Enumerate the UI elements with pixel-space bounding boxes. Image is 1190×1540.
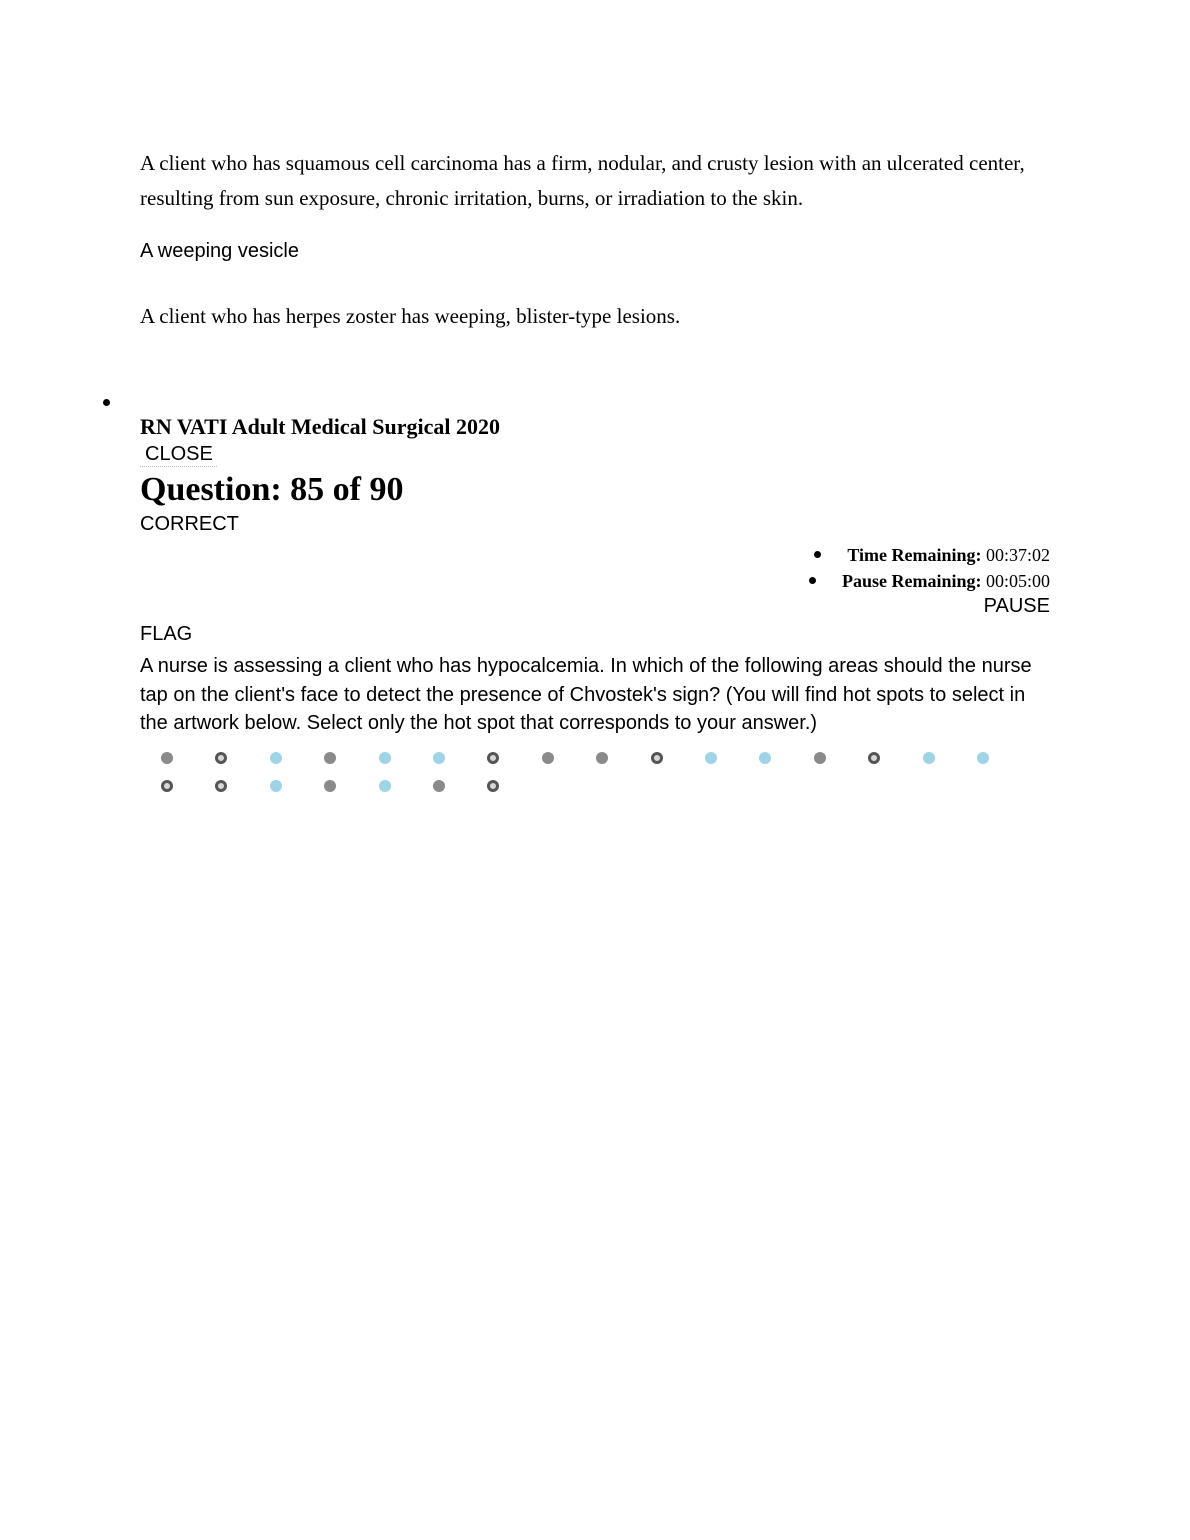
hotspot-dot[interactable] (977, 752, 989, 764)
time-remaining-label: Time Remaining: (847, 545, 982, 565)
pause-remaining-value: 00:05:00 (985, 571, 1050, 591)
hotspot-dot[interactable] (324, 780, 336, 792)
question-text: A nurse is assessing a client who has hypocalcemia. In which of the following areas should the nurse tap on the client's face to detect the presence of Chvostek's sign? (You will find hot spots to select in the artwork below. Select only the hot spot that corresponds to your answer.) (140, 655, 1032, 734)
hotspot-dot[interactable] (651, 752, 663, 764)
hotspot-dot[interactable] (868, 752, 880, 764)
hotspot-dot[interactable] (487, 780, 499, 792)
list-bullet (103, 399, 110, 406)
hotspot-artwork (140, 745, 1010, 801)
hotspot-dot[interactable] (433, 752, 445, 764)
hotspot-dot[interactable] (542, 752, 554, 764)
hotspot-dot[interactable] (161, 752, 173, 764)
timers-list (809, 542, 1050, 594)
answer-option: A weeping vesicle (140, 240, 299, 262)
app-title: RN VATI Adult Medical Surgical 2020 (140, 414, 500, 439)
hotspot-dot[interactable] (379, 752, 391, 764)
hotspot-dot[interactable] (814, 752, 826, 764)
hotspot-dot[interactable] (487, 752, 499, 764)
time-remaining-value: 00:37:02 (985, 545, 1050, 565)
list-bullet (809, 577, 816, 584)
hotspot-dot[interactable] (705, 752, 717, 764)
hotspot-dot[interactable] (433, 780, 445, 792)
pause-remaining (809, 568, 1050, 594)
status-label: CORRECT (140, 513, 239, 535)
hotspot-dot[interactable] (379, 780, 391, 792)
rationale-herpes-zoster: A client who has herpes zoster has weeping, blister-type lesions. (140, 304, 681, 328)
hotspot-row (140, 745, 1010, 773)
time-remaining (809, 542, 1050, 568)
hotspot-row (140, 773, 1010, 801)
hotspot-dot[interactable] (270, 752, 282, 764)
rationale-squamous-cell: A client who has squamous cell carcinoma has a firm, nodular, and crusty lesion with an ulcerated center, resulting from sun exposure, chronic irritation, burns, or irradiation to the skin. (140, 151, 1025, 210)
hotspot-dot[interactable] (161, 780, 173, 792)
pause-button[interactable]: PAUSE (983, 595, 1050, 617)
flag-button[interactable]: FLAG (140, 623, 193, 645)
hotspot-dot[interactable] (324, 752, 336, 764)
hotspot-dot[interactable] (923, 752, 935, 764)
hotspot-dot[interactable] (215, 780, 227, 792)
hotspot-dot[interactable] (215, 752, 227, 764)
hotspot-dot[interactable] (759, 752, 771, 764)
pause-remaining-label: Pause Remaining: (841, 571, 982, 591)
hotspot-dot[interactable] (270, 780, 282, 792)
question-heading: Question: 85 of 90 (140, 471, 404, 508)
hotspot-dot[interactable] (596, 752, 608, 764)
list-bullet (814, 551, 821, 558)
close-button[interactable]: CLOSE (140, 443, 217, 467)
